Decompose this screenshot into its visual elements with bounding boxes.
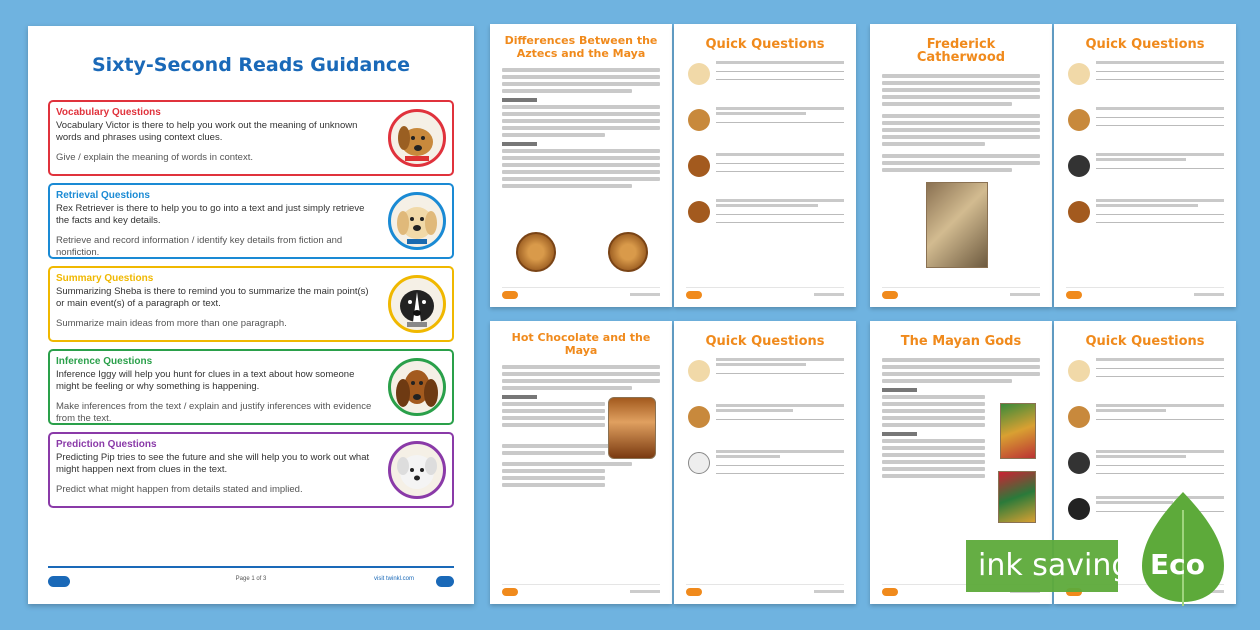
- inference-box: [48, 349, 454, 425]
- retrieval-box: [48, 183, 454, 259]
- predicting-pip-dog-icon: [388, 441, 446, 499]
- vocabulary-box: [48, 100, 454, 176]
- eco-banner-text: ink saving: [978, 548, 1131, 583]
- inference-iggy-dog-icon: [388, 358, 446, 416]
- spread-aztecs-maya: [490, 24, 856, 307]
- summary-heading: Summary Questions: [56, 273, 154, 284]
- quick-questions-page-3: [674, 321, 856, 604]
- guidance-title: Sixty-Second Reads Guidance: [91, 54, 411, 76]
- twinkl-logo-icon: [48, 576, 70, 587]
- spread-hot-chocolate: [490, 321, 856, 604]
- summary-guide: Summarize main ideas from more than one paragraph.: [56, 317, 287, 329]
- prediction-text: Predicting Pip tries to see the future and she will help you to work out what might happen next from clues in the text.: [56, 451, 370, 475]
- guidance-footer: [48, 566, 454, 592]
- summary-text: Summarizing Sheba is there to remind you to summarize the main point(s) or main event(s) of a paragraph or text.: [56, 285, 369, 309]
- prediction-box: [48, 432, 454, 508]
- inference-heading: Inference Questions: [56, 356, 153, 367]
- maya-coin-image: [608, 232, 648, 272]
- site-link: visit twinkl.com: [373, 576, 414, 582]
- mayan-god-image-2: [998, 471, 1036, 523]
- spread-catherwood: [870, 24, 1236, 307]
- aztec-coin-image: [516, 232, 556, 272]
- quick-questions-page-1: [674, 24, 856, 307]
- vocabulary-guide: Give / explain the meaning of words in context.: [56, 151, 253, 163]
- prediction-heading: Prediction Questions: [56, 439, 157, 450]
- quick-questions-title-3: Quick Questions: [705, 334, 825, 349]
- mayan-cup-image: [608, 397, 656, 459]
- page-title-aztecs-maya: Differences Between the Aztecs and the Maya: [504, 34, 658, 60]
- retrieval-guide: Retrieve and record information / identify key details from fiction and nonfiction.: [56, 234, 343, 258]
- page-aztecs-maya: [490, 24, 672, 307]
- page-title-mayan-gods: The Mayan Gods: [900, 334, 1022, 349]
- eco-label: Eco: [1150, 548, 1205, 581]
- summary-box: [48, 266, 454, 342]
- twinkl-badge-icon: [436, 576, 454, 587]
- mayan-ruin-photo: [926, 182, 988, 268]
- retrieval-text: Rex Retriever is there to help you to go into a text and just simply retrieve the facts and key details.: [56, 202, 365, 226]
- vocabulary-heading: Vocabulary Questions: [56, 107, 161, 118]
- vocabulary-text: Vocabulary Victor is there to help you work out the meaning of unknown words and phrases using context clues.: [56, 119, 358, 143]
- retrieval-heading: Retrieval Questions: [56, 190, 150, 201]
- page-title-hot-chocolate: Hot Chocolate and the Maya: [511, 331, 651, 357]
- page-number: Page 1 of 3: [235, 576, 267, 582]
- quick-questions-title-1: Quick Questions: [705, 37, 825, 52]
- page-hot-chocolate: [490, 321, 672, 604]
- page-catherwood: [870, 24, 1052, 307]
- summarizing-sheba-dog-icon: [388, 275, 446, 333]
- quick-questions-title-2: Quick Questions: [1085, 37, 1205, 52]
- guidance-sheet: [28, 26, 474, 604]
- rex-retriever-dog-icon: [388, 192, 446, 250]
- quick-questions-title-4: Quick Questions: [1085, 334, 1205, 349]
- prediction-guide: Predict what might happen from details stated and implied.: [56, 483, 303, 495]
- quick-questions-page-2: [1054, 24, 1236, 307]
- mayan-god-image-1: [1000, 403, 1036, 459]
- vocabulary-victor-dog-icon: [388, 109, 446, 167]
- inference-text: Inference Iggy will help you hunt for clues in a text about how someone might be feeling or why something is happening.: [56, 368, 355, 392]
- page-title-catherwood: Frederick Catherwood: [916, 37, 1006, 65]
- inference-guide: Make inferences from the text / explain and justify inferences with evidence from the text.: [56, 400, 372, 424]
